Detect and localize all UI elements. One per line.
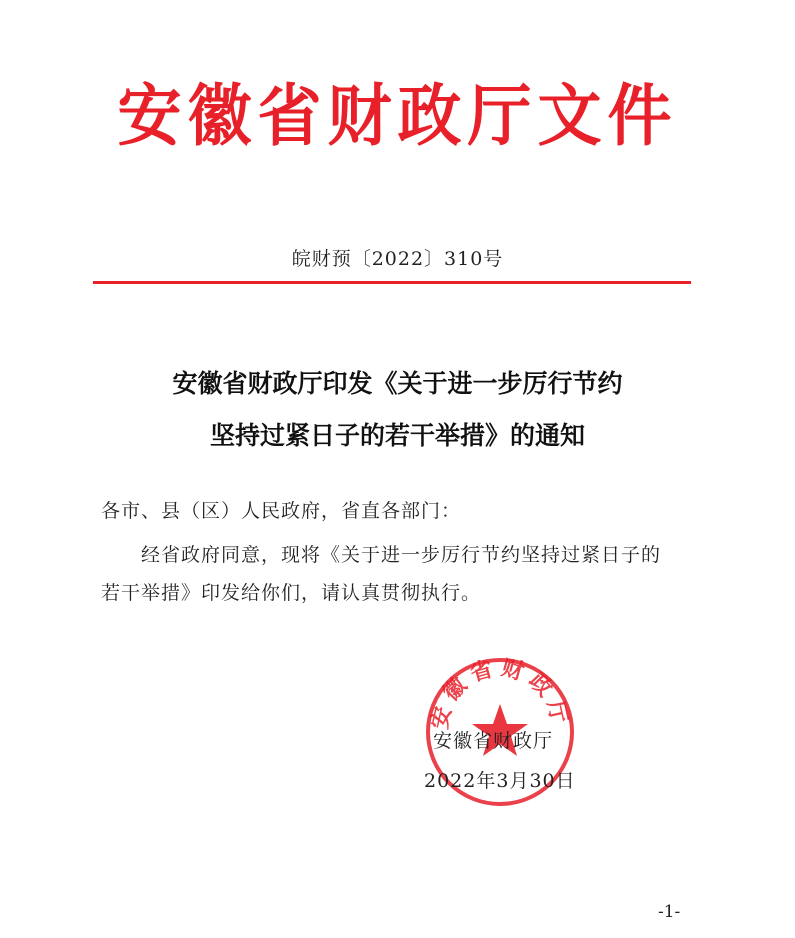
title-line-1: 安徽省财政厅印发《关于进一步厉行节约: [172, 369, 623, 398]
body-line-2: 若干举措》印发给你们，请认真贯彻执行。: [101, 582, 482, 604]
issuer-signature: 安徽省财政厅: [433, 730, 554, 752]
recipients-line: 各市、县（区）人民政府，省直各部门：: [101, 500, 462, 522]
issue-date: 2022年3月30日: [424, 770, 576, 792]
page-number: -1-: [658, 902, 681, 922]
document-masthead: 安徽省财政厅文件: [117, 77, 678, 156]
document-number: 皖财预〔2022〕310号: [291, 248, 504, 270]
body-line-1: 经省政府同意，现将《关于进一步厉行节约坚持过紧日子的: [141, 544, 662, 566]
seal-text: 安徽省财政厅: [426, 654, 574, 732]
title-line-2: 坚持过紧日子的若干举措》的通知: [209, 421, 585, 450]
document-title: [0, 358, 795, 462]
red-divider-line: [93, 281, 691, 284]
body-paragraph: [101, 536, 701, 612]
